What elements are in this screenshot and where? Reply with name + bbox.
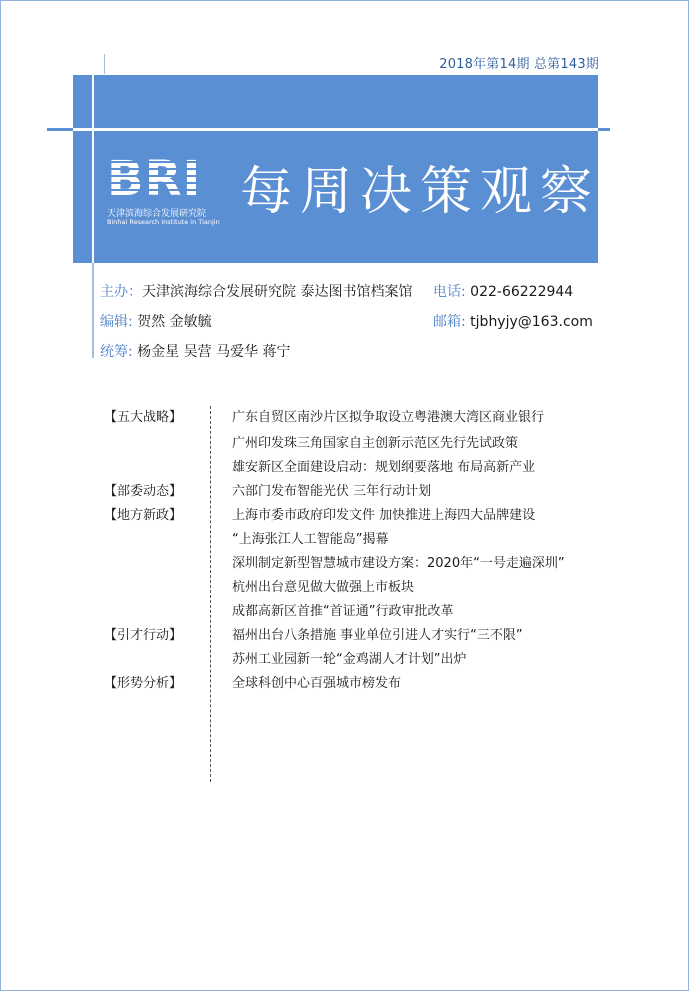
toc-category: 【引才行动】 <box>104 628 183 643</box>
editor-row <box>100 311 212 331</box>
toc-category: 【部委动态】 <box>104 484 183 499</box>
decor-line <box>47 128 73 131</box>
host-label: 主办： <box>100 284 142 300</box>
toc-category: 【地方新政】 <box>104 508 183 523</box>
phone-label: 电话: <box>433 284 466 300</box>
logo-letters: BRI <box>107 156 225 202</box>
toc-item: “上海张江人工智能岛”揭幕 <box>232 532 389 547</box>
decor-line <box>598 128 610 131</box>
decor-line <box>92 48 94 263</box>
bri-logo <box>107 151 227 226</box>
logo-english-name: Binhai Research Institute in Tianjin <box>107 218 220 226</box>
email-label: 邮箱: <box>433 314 466 330</box>
coordinator-label: 统筹: <box>100 344 133 360</box>
editor-value: 贺然 金敏毓 <box>137 314 212 330</box>
toc-category: 【形势分析】 <box>104 676 183 691</box>
email-value: tjbhyjy@163.com <box>470 314 593 330</box>
toc-item: 成都高新区首推“首证通”行政审批改革 <box>232 604 454 619</box>
toc-item: 广州印发珠三角国家自主创新示范区先行先试政策 <box>232 436 519 451</box>
toc-item: 杭州出台意见做大做强上市板块 <box>232 580 415 595</box>
phone-value: 022-66222944 <box>470 284 574 300</box>
toc-item: 广东自贸区南沙片区拟争取设立粤港澳大湾区商业银行 <box>232 410 545 425</box>
editor-label: 编辑: <box>100 314 133 330</box>
toc-category: 【五大战略】 <box>104 410 183 425</box>
toc-item: 六部门发布智能光伏 三年行动计划 <box>232 484 432 499</box>
decor-line <box>104 54 105 74</box>
email-row <box>433 311 593 331</box>
phone-row <box>433 281 573 301</box>
host-value: 天津滨海综合发展研究院 泰达图书馆档案馆 <box>142 284 413 300</box>
decor-line <box>92 263 94 358</box>
publication-title: 每周决策观察 <box>240 162 601 222</box>
toc-item: 上海市委市政府印发文件 加快推进上海四大品牌建设 <box>232 508 536 523</box>
coordinator-row <box>100 341 291 361</box>
toc-item: 全球科创中心百强城市榜发布 <box>232 676 402 691</box>
toc-item: 苏州工业园新一轮“金鸡湖人才计划”出炉 <box>232 652 467 667</box>
toc-item: 雄安新区全面建设启动：规划纲要落地 布局高新产业 <box>232 460 536 475</box>
toc-item: 福州出台八条措施 事业单位引进人才实行“三不限” <box>232 628 523 643</box>
logo-chinese-name: 天津滨海综合发展研究院 <box>107 209 207 219</box>
toc-item: 深圳制定新型智慧城市建设方案：2020年“一号走遍深圳” <box>232 556 565 571</box>
issue-number: 2018年第14期 总第143期 <box>439 57 599 72</box>
coordinator-value: 杨金星 吴营 马爱华 蒋宁 <box>137 344 291 360</box>
decor-line <box>73 128 598 131</box>
host-row <box>100 281 412 301</box>
toc-divider <box>210 406 211 782</box>
